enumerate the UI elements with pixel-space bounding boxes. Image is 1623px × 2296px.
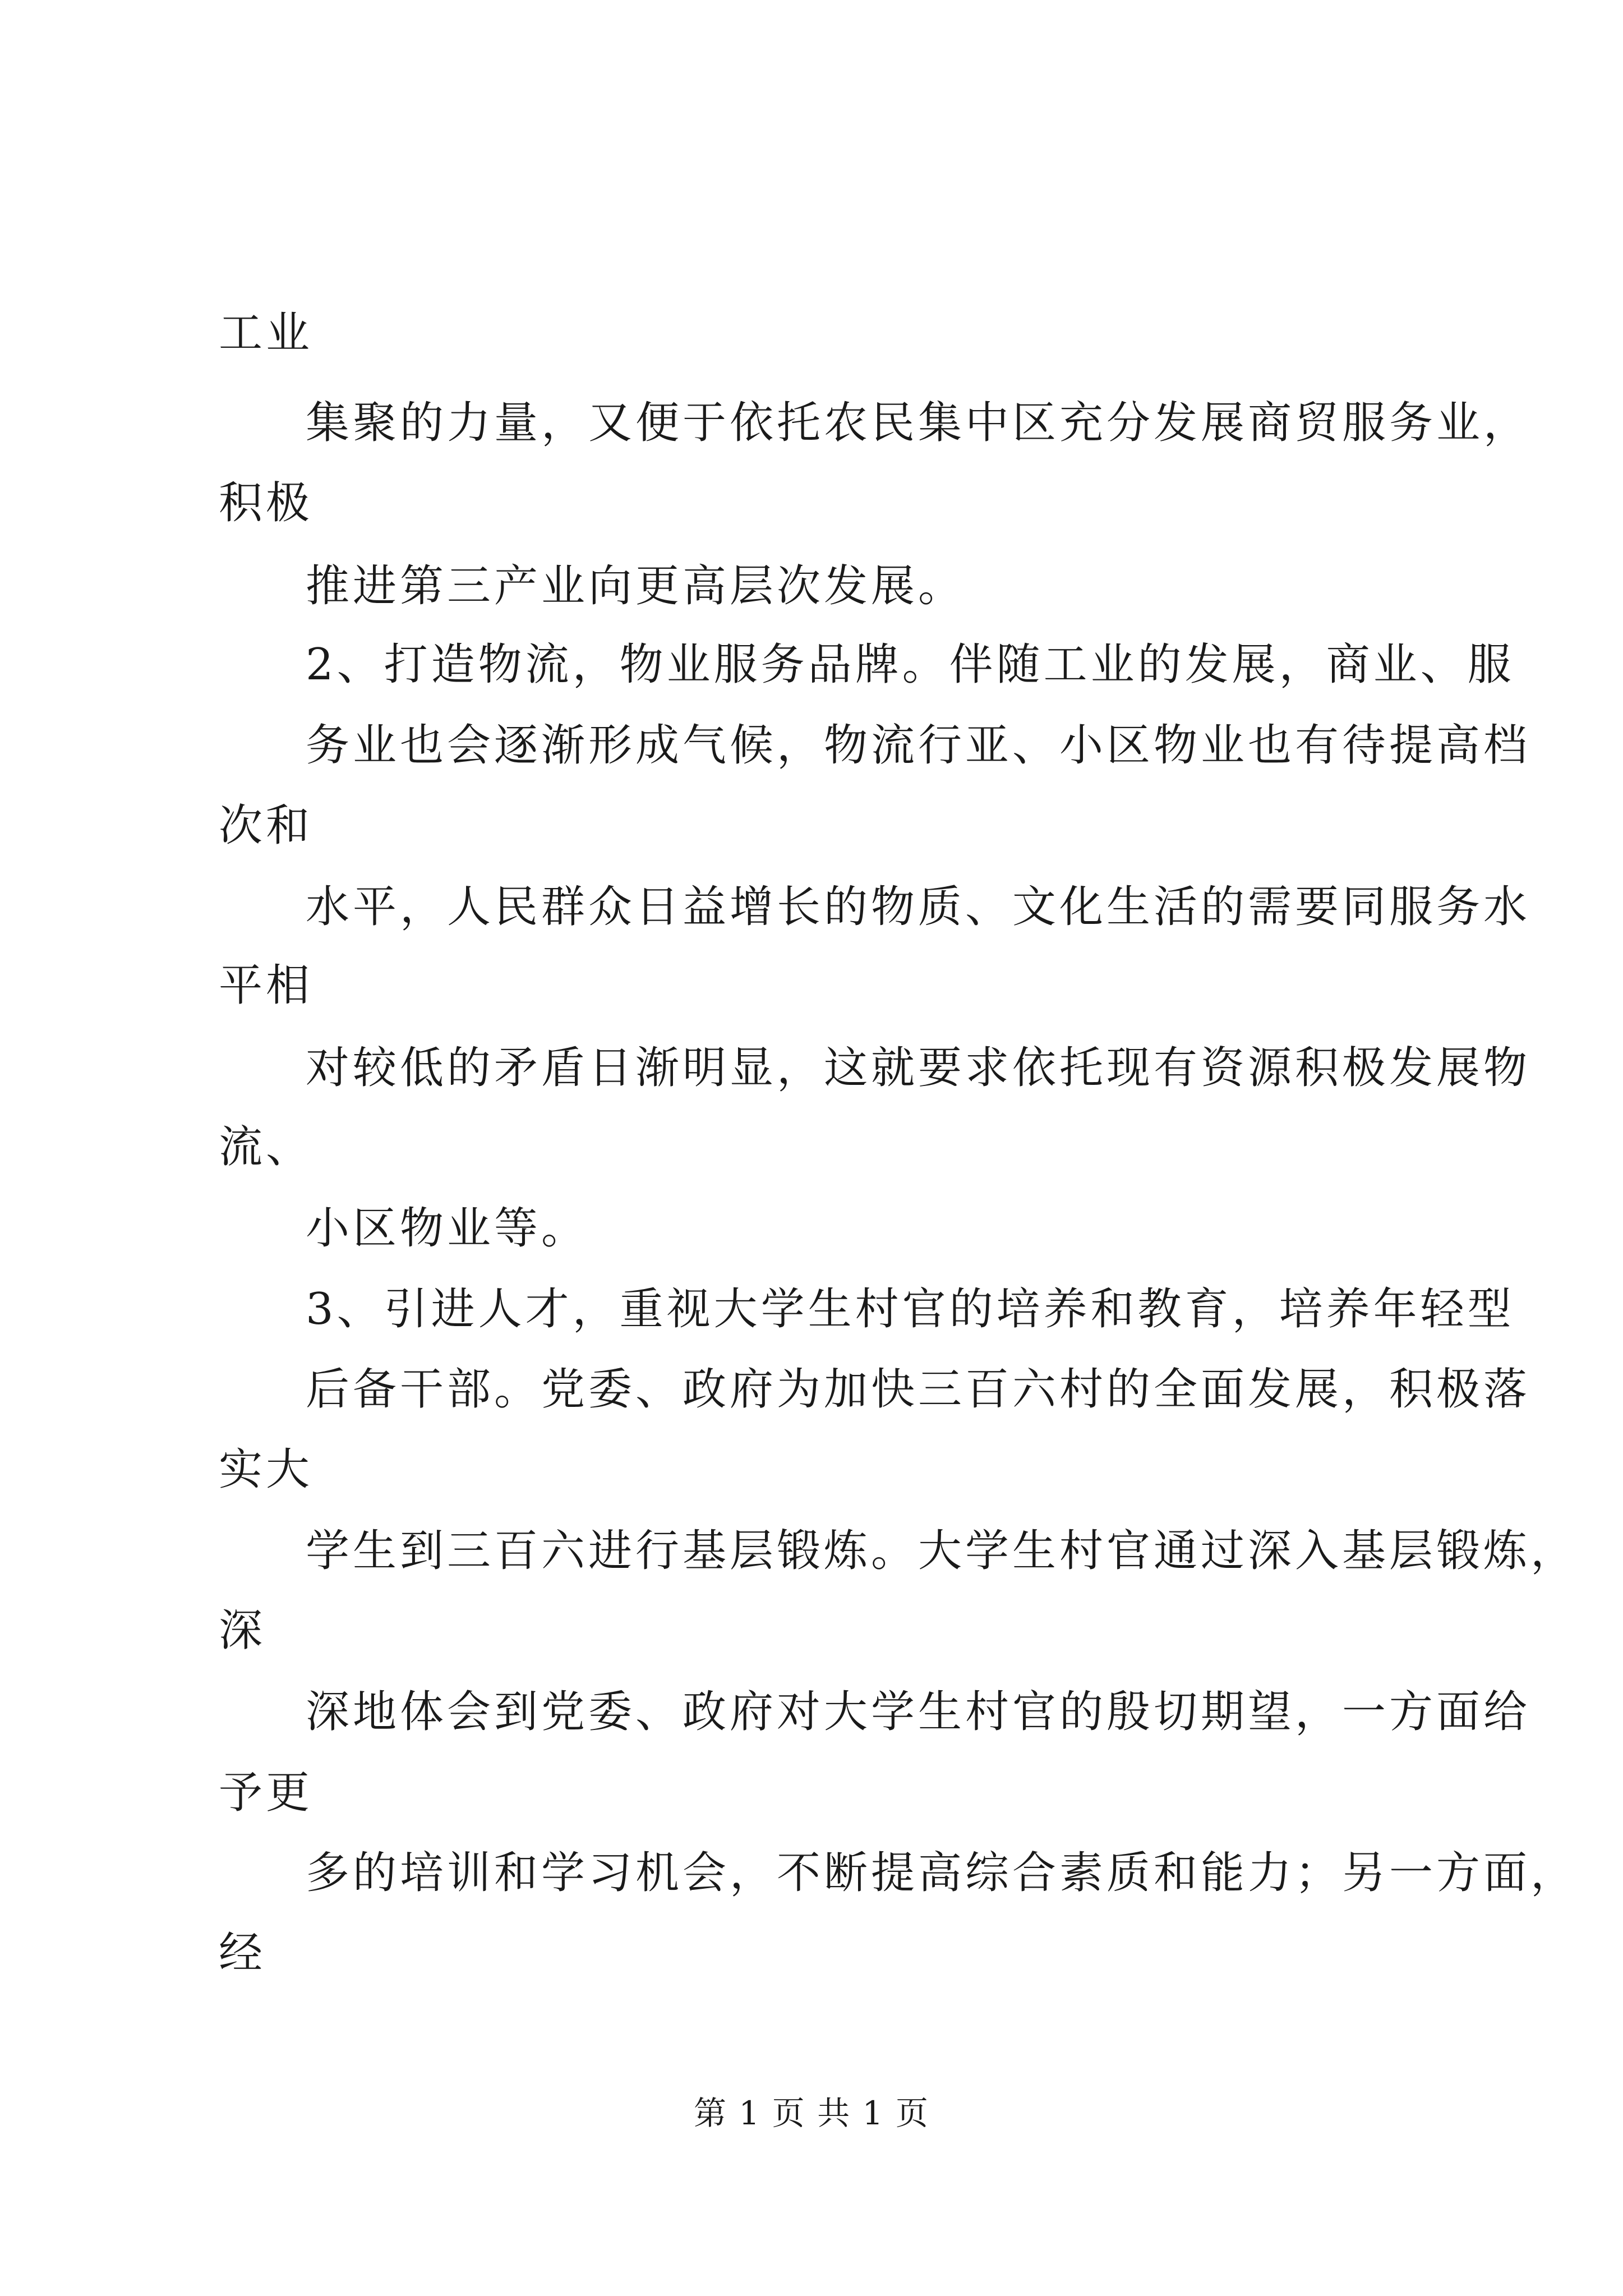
text-line: 工业 <box>219 308 313 358</box>
text-line: 深 <box>219 1605 266 1656</box>
text-line: 推进第三产业向更高层次发展。 <box>306 561 966 611</box>
text-line: 积极 <box>219 478 313 528</box>
text-line: 后备干部。党委、政府为加快三百六村的全面发展，积极落 <box>306 1364 1531 1415</box>
text-line: 流、 <box>219 1122 313 1172</box>
text-line: 经 <box>219 1928 266 1978</box>
text-line: 学生到三百六进行基层锻炼。大学生村官通过深入基层锻炼， <box>306 1526 1578 1576</box>
text-line: 对较低的矛盾日渐明显，这就要求依托现有资源积极发展物 <box>306 1043 1531 1093</box>
text-line: 集聚的力量，又便于依托农民集中区充分发展商贸服务业， <box>306 398 1531 448</box>
text-line: 深地体会到党委、政府对大学生村官的殷切期望，一方面给 <box>306 1687 1531 1737</box>
text-line: 3、引进人才，重视大学生村官的培养和教育，培养年轻型 <box>306 1284 1515 1335</box>
text-line: 水平，人民群众日益增长的物质、文化生活的需要同服务水 <box>306 882 1531 932</box>
text-line: 次和 <box>219 800 313 851</box>
text-line: 予更 <box>219 1768 313 1818</box>
page-footer: 第 1 页 共 1 页 <box>694 2094 929 2132</box>
text-line: 务业也会逐渐形成气候，物流行亚、小区物业也有待提高档 <box>306 720 1531 771</box>
text-line: 实大 <box>219 1444 313 1495</box>
text-line: 2、打造物流，物业服务品牌。伴随工业的发展，商业、服 <box>306 639 1515 690</box>
text-line: 小区物业等。 <box>306 1203 589 1254</box>
text-line: 平相 <box>219 960 313 1011</box>
text-line: 多的培训和学习机会，不断提高综合素质和能力；另一方面， <box>306 1848 1578 1898</box>
